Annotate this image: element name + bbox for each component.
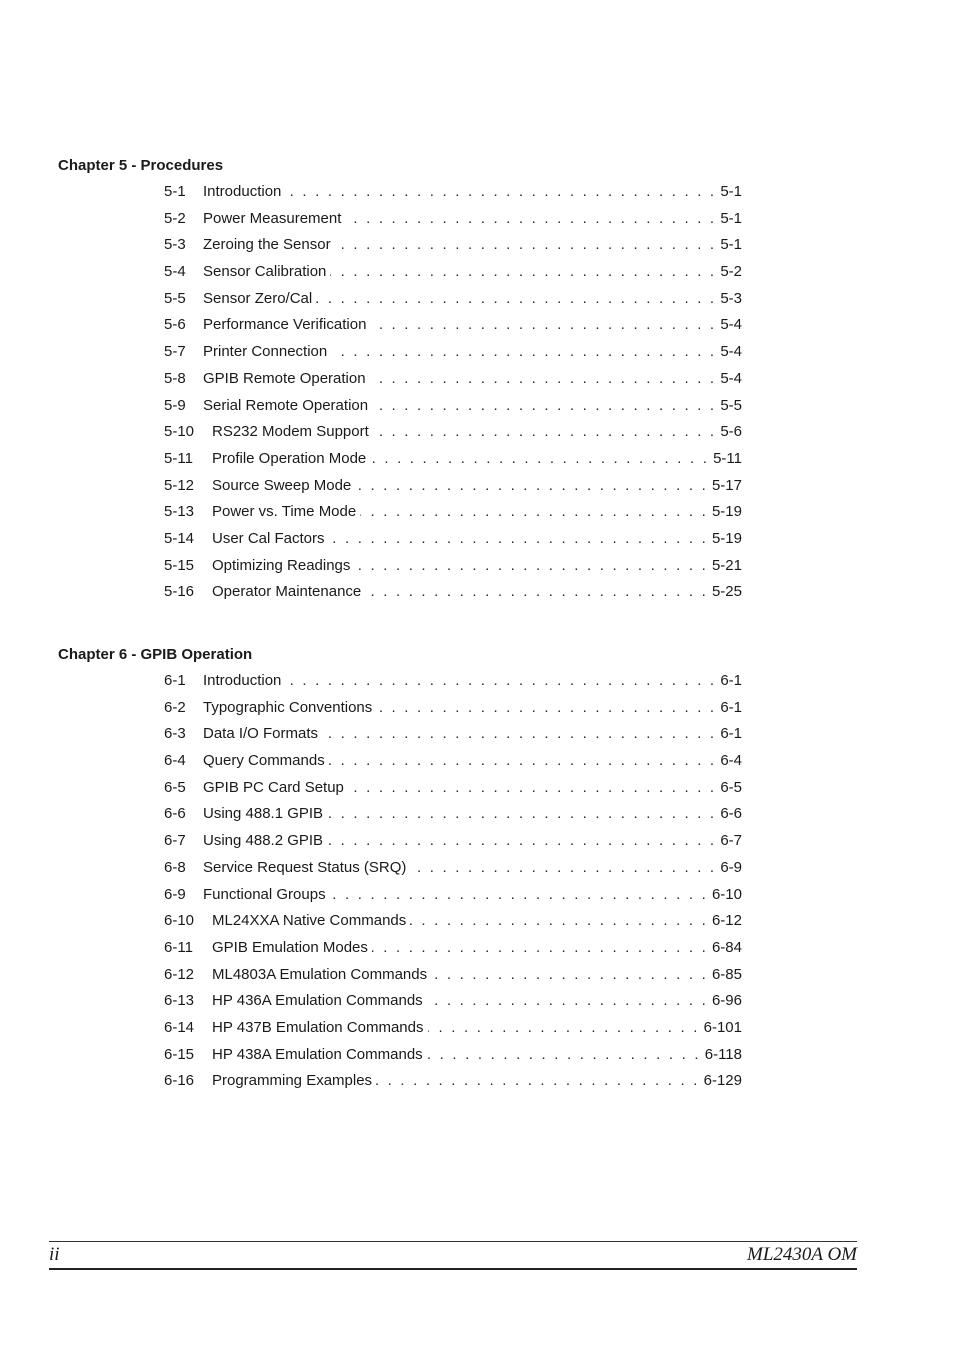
toc-entry-title: Profile Operation Mode: [212, 449, 367, 467]
toc-entry-page: 6-118: [704, 1045, 742, 1063]
toc-entry[interactable]: [58, 805, 742, 832]
dot-leader: [331, 343, 716, 361]
toc-entry-title: GPIB Emulation Modes: [212, 938, 368, 956]
dot-leader: [285, 672, 716, 690]
toc-entry-number: 6-6: [164, 805, 186, 823]
toc-entry-body: [203, 290, 742, 308]
toc-entry-number: 5-14: [164, 529, 195, 547]
dot-leader: [330, 263, 716, 281]
toc-entry-page: 6-129: [703, 1072, 742, 1090]
dot-leader: [360, 503, 708, 521]
toc-entry-title: Zeroing the Sensor: [203, 236, 331, 254]
toc-entry[interactable]: [58, 699, 742, 726]
toc-entry-page: 5-4: [720, 369, 742, 387]
toc-entry-title: Using 488.2 GPIB: [203, 832, 324, 850]
toc-entry-page: 6-1: [720, 725, 742, 743]
toc-entry-number: 6-1: [164, 672, 186, 689]
toc-entry-body: [212, 992, 742, 1010]
toc-entry-title: GPIB PC Card Setup: [203, 778, 344, 796]
dot-leader: [410, 912, 708, 930]
toc-entry[interactable]: [58, 370, 742, 397]
dot-leader: [348, 779, 716, 797]
toc-entry[interactable]: [58, 672, 742, 699]
toc-entry-body: [203, 183, 742, 201]
toc-entry-title: ML4803A Emulation Commands: [212, 965, 428, 983]
toc-entry-number: 5-5: [164, 289, 186, 307]
toc-entry-title: RS232 Modem Support: [212, 423, 369, 441]
toc-entry[interactable]: [58, 423, 742, 450]
toc-entry[interactable]: [58, 503, 742, 530]
dot-leader: [329, 752, 717, 770]
toc-entry[interactable]: [58, 557, 742, 584]
toc-entry-title: Introduction: [203, 672, 282, 689]
toc-entry-title: Source Sweep Mode: [212, 476, 352, 494]
toc-entry-page: 6-84: [711, 938, 742, 956]
toc-entry-page: 5-17: [711, 476, 742, 494]
toc-entry-title: Using 488.1 GPIB: [203, 805, 324, 823]
toc-entry[interactable]: [58, 210, 742, 237]
toc-entry-number: 6-7: [164, 832, 186, 850]
toc-entry-number: 5-1: [164, 183, 186, 200]
toc-entry[interactable]: [58, 183, 742, 210]
dot-leader: [329, 530, 708, 548]
toc-entry-number: 6-12: [164, 965, 195, 983]
dot-leader: [316, 290, 716, 308]
toc-entry-title: Operator Maintenance: [212, 583, 362, 601]
dot-leader: [365, 583, 708, 601]
toc-entry-body: [203, 805, 742, 823]
toc-entry-title: Programming Examples: [212, 1072, 373, 1090]
toc-entry-body: [212, 503, 742, 521]
dot-leader: [427, 1046, 701, 1064]
toc-entry-body: [212, 1019, 742, 1037]
toc-entry-page: 6-4: [720, 752, 742, 770]
toc-entry-title: Introduction: [203, 183, 282, 200]
toc-entry-page: 5-1: [720, 209, 742, 227]
toc-entry-page: 6-101: [703, 1018, 742, 1036]
toc-entry-page: 5-25: [711, 583, 742, 601]
toc-entry-number: 5-6: [164, 316, 186, 334]
toc-entry-title: HP 436A Emulation Commands: [212, 992, 423, 1010]
chapter-heading: Chapter 5 - Procedures: [58, 157, 224, 174]
toc-entry-body: [203, 886, 742, 904]
toc-entry-body: [203, 343, 742, 361]
toc-entry[interactable]: [58, 1019, 742, 1046]
toc-entry-body: [203, 397, 742, 415]
toc-entry-title: Serial Remote Operation: [203, 396, 369, 414]
chapter-heading: Chapter 6 - GPIB Operation: [58, 646, 253, 663]
dot-leader: [373, 423, 717, 441]
toc-entry-list: [58, 672, 742, 1099]
toc-entry[interactable]: [58, 779, 742, 806]
toc-entry[interactable]: [58, 290, 742, 317]
toc-entry-page: 5-1: [720, 183, 742, 200]
toc-entry[interactable]: [58, 236, 742, 263]
toc-entry-page: 5-11: [713, 449, 742, 467]
toc-entry-title: Printer Connection: [203, 343, 328, 361]
toc-entry-number: 5-10: [164, 423, 195, 441]
toc-entry-page: 5-19: [711, 503, 742, 521]
dot-leader: [327, 832, 716, 850]
toc-entry-page: 6-5: [720, 778, 742, 796]
toc-entry-number: 6-16: [164, 1072, 195, 1090]
toc-entry[interactable]: [58, 316, 742, 343]
toc-entry[interactable]: [58, 939, 742, 966]
toc-entry-number: 5-9: [164, 396, 186, 414]
toc-entry-page: 6-9: [720, 858, 742, 876]
dot-leader: [376, 1072, 700, 1090]
dot-leader: [354, 557, 708, 575]
dot-leader: [372, 397, 716, 415]
toc-entry[interactable]: [58, 477, 742, 504]
toc-entry-number: 5-7: [164, 343, 186, 361]
toc-entry[interactable]: [58, 1072, 742, 1099]
dot-leader: [370, 370, 717, 388]
toc-entry-title: Power vs. Time Mode: [212, 503, 357, 521]
toc-entry-title: Optimizing Readings: [212, 556, 351, 574]
toc-entry-body: [212, 423, 742, 441]
footer-document-name: ML2430A OM: [747, 1244, 857, 1265]
toc-entry-title: Functional Groups: [203, 885, 326, 903]
toc-entry[interactable]: [58, 992, 742, 1019]
toc-entry[interactable]: [58, 397, 742, 424]
toc-entry-page: 6-96: [711, 992, 742, 1010]
toc-entry-number: 6-4: [164, 752, 186, 770]
toc-entry-page: 6-10: [711, 885, 742, 903]
toc-entry-body: [203, 699, 742, 717]
toc-entry-number: 5-4: [164, 263, 186, 281]
dot-leader: [327, 805, 716, 823]
dot-leader: [428, 1019, 700, 1037]
toc-entry[interactable]: [58, 1046, 742, 1073]
dot-leader: [285, 183, 716, 201]
toc-entry-title: Sensor Zero/Cal: [203, 289, 313, 307]
toc-entry[interactable]: [58, 832, 742, 859]
toc-entry-body: [203, 832, 742, 850]
toc-entry-page: 6-12: [711, 912, 742, 930]
toc-entry-number: 5-2: [164, 209, 186, 227]
toc-entry-body: [212, 557, 742, 575]
toc-entry-title: Data I/O Formats: [203, 725, 319, 743]
toc-entry-number: 6-3: [164, 725, 186, 743]
toc-entry-title: GPIB Remote Operation: [203, 369, 366, 387]
footer-top-rule: [49, 1241, 857, 1242]
toc-entry-title: HP 437B Emulation Commands: [212, 1018, 424, 1036]
dot-leader: [355, 477, 708, 495]
toc-entry-number: 6-13: [164, 992, 195, 1010]
toc-entry-page: 5-19: [711, 529, 742, 547]
toc-entry-number: 5-8: [164, 369, 186, 387]
toc-entry-number: 6-11: [164, 938, 193, 956]
toc-entry-page: 5-21: [711, 556, 742, 574]
toc-entry-page: 5-5: [720, 396, 742, 414]
toc-entry-page: 6-1: [720, 672, 742, 689]
toc-entry-page: 5-2: [720, 263, 742, 281]
toc-entry-title: Typographic Conventions: [203, 698, 373, 716]
toc-entry[interactable]: [58, 966, 742, 993]
dot-leader: [345, 210, 716, 228]
dot-leader: [370, 316, 716, 334]
toc-entry-title: Sensor Calibration: [203, 263, 327, 281]
toc-entry-list: [58, 183, 742, 610]
toc-entry-page: 6-6: [720, 805, 742, 823]
toc-entry[interactable]: [58, 450, 742, 477]
toc-entry-body: [212, 1072, 742, 1090]
toc-entry-number: 6-10: [164, 912, 195, 930]
toc-entry[interactable]: [58, 859, 742, 886]
dot-leader: [427, 992, 708, 1010]
toc-entry-number: 5-3: [164, 236, 186, 254]
footer-bottom-rule: [49, 1268, 857, 1270]
toc-entry-body: [212, 450, 742, 468]
toc-entry-page: 5-6: [720, 423, 742, 441]
toc-entry-title: HP 438A Emulation Commands: [212, 1045, 423, 1063]
toc-entry-body: [212, 530, 742, 548]
toc-entry-number: 5-11: [164, 449, 193, 467]
toc-entry[interactable]: [58, 263, 742, 290]
toc-entry-number: 5-13: [164, 503, 195, 521]
toc-entry-body: [203, 263, 742, 281]
toc-entry-body: [212, 939, 742, 957]
toc-entry-number: 5-15: [164, 556, 195, 574]
toc-entry-title: User Cal Factors: [212, 529, 325, 547]
toc-entry[interactable]: [58, 583, 742, 610]
toc-entry-title: Power Measurement: [203, 209, 342, 227]
toc-entry-body: [212, 477, 742, 495]
toc-entry-number: 6-5: [164, 778, 186, 796]
dot-leader: [370, 450, 709, 468]
toc-entry-title: Query Commands: [203, 752, 325, 770]
dot-leader: [431, 966, 708, 984]
toc-entry-number: 6-14: [164, 1018, 195, 1036]
toc-entry-body: [203, 859, 742, 877]
dot-leader: [410, 859, 716, 877]
toc-entry-body: [212, 1046, 742, 1064]
toc-entry-body: [203, 210, 742, 228]
toc-entry-number: 6-2: [164, 698, 186, 716]
toc-entry-number: 6-15: [164, 1045, 195, 1063]
toc-entry-body: [203, 725, 742, 743]
toc-entry[interactable]: [58, 752, 742, 779]
toc-entry-body: [203, 672, 742, 690]
toc-entry-title: Performance Verification: [203, 316, 367, 334]
dot-leader: [335, 236, 717, 254]
toc-entry-number: 6-9: [164, 885, 186, 903]
chapter-5-section: [58, 157, 742, 610]
dot-leader: [322, 725, 716, 743]
toc-entry-page: 6-85: [711, 965, 742, 983]
toc-entry-title: Service Request Status (SRQ): [203, 858, 407, 876]
toc-entry[interactable]: [58, 886, 742, 913]
toc-entry-body: [203, 236, 742, 254]
dot-leader: [376, 699, 716, 717]
toc-entry-page: 5-3: [720, 289, 742, 307]
dot-leader: [330, 886, 708, 904]
footer-page-number: ii: [49, 1244, 60, 1265]
chapter-6-section: [58, 646, 742, 1099]
toc-entry-page: 5-4: [720, 343, 742, 361]
toc-entry-body: [203, 779, 742, 797]
toc-entry-title: ML24XXA Native Commands: [212, 912, 407, 930]
toc-entry-body: [212, 583, 742, 601]
toc-entry[interactable]: [58, 343, 742, 370]
toc-entry-body: [203, 752, 742, 770]
toc-entry-page: 5-4: [720, 316, 742, 334]
toc-entry[interactable]: [58, 912, 742, 939]
toc-entry-page: 6-7: [720, 832, 742, 850]
toc-entry-page: 6-1: [720, 698, 742, 716]
toc-entry[interactable]: [58, 725, 742, 752]
toc-entry-body: [203, 316, 742, 334]
toc-entry-number: 6-8: [164, 858, 186, 876]
toc-entry-number: 5-12: [164, 476, 195, 494]
toc-entry-number: 5-16: [164, 583, 195, 601]
toc-entry-body: [212, 966, 742, 984]
toc-entry-body: [203, 370, 742, 388]
toc-entry-page: 5-1: [720, 236, 742, 254]
dot-leader: [372, 939, 708, 957]
toc-entry-body: [212, 912, 742, 930]
toc-entry[interactable]: [58, 530, 742, 557]
